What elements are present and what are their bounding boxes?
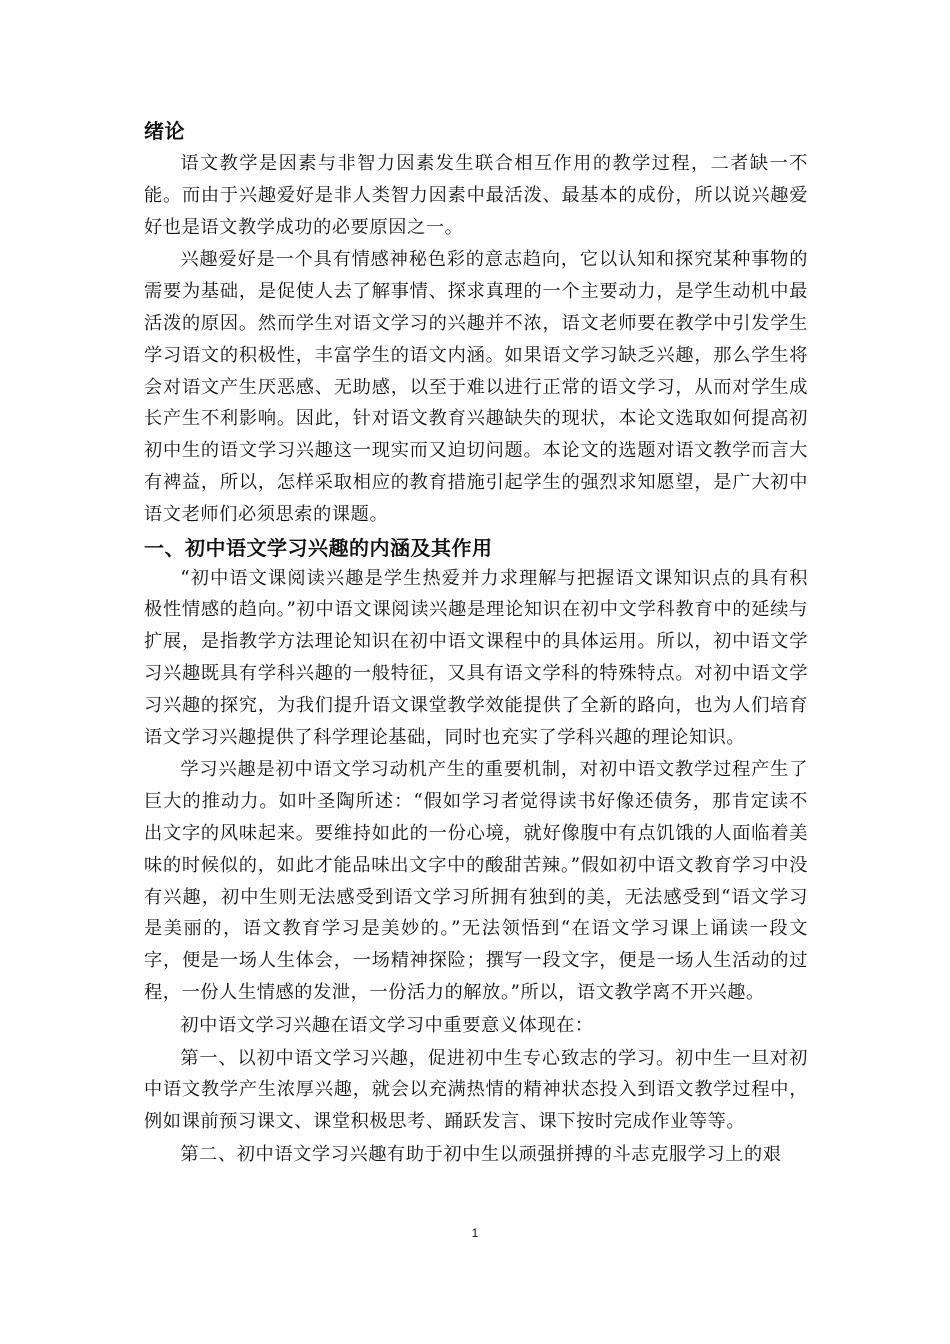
- section-one-paragraph: 初中语文学习兴趣在语文学习中重要意义体现在：: [180, 1014, 594, 1036]
- section-title-introduction: 绪论: [144, 119, 185, 143]
- page-number: 1: [471, 1226, 479, 1240]
- section-one-paragraph: 第一、以初中语文学习兴趣，促进初中生专心致志的学习。初中生一旦对初中语文教学产生浓厚兴趣，就会以充满热情的精神状态投入到语文教学过程中，例如课前预习课文、课堂积极思考、踊跃发言、课下按时完成作业等等。: [144, 1047, 808, 1133]
- section-one-paragraph: 第二、初中语文学习兴趣有助于初中生以顽强拼搏的斗志克服学习上的艰: [180, 1143, 782, 1165]
- section-one-paragraph: 学习兴趣是初中语文学习动机产生的重要机制，对初中语文教学过程产生了巨大的推动力。如叶圣陶所述：“假如学习者觉得读书好像还债务，那肯定读不出文字的风味起来。要维持如此的一份心境，就好像腹中有点饥饿的人面临着美味的时候似的，如此才能品味出文字中的酸甜苦辣。”假如初中语文教育学习中没有兴趣，初中生则无法感受到语文学习所拥有独到的美，无法感受到“语文学习是美丽的，语文教育学习是美妙的。”无法领悟到“在语文学习课上诵读一段文字，便是一场人生体会，一场精神探险；撰写一段文字，便是一场人生活动的过程，一份人生情感的发泄，一份活力的解放。”所以，语文教学离不开兴趣。: [144, 759, 808, 1003]
- intro-paragraph: 兴趣爱好是一个具有情感神秘色彩的意志趋向，它以认知和探究某种事物的需要为基础，是促使人去了解事情、探求真理的一个主要动力，是学生动机中最活泼的原因。然而学生对语文学习的兴趣并不浓，语文老师要在教学中引发学生学习语文的积极性，丰富学生的语文内涵。如果语文学习缺乏兴趣，那么学生将会对语文产生厌恶感、无助感，以至于难以进行正常的语文学习，从而对学生成长产生不利影响。因此，针对语文教育兴趣缺失的现状，本论文选取如何提高初初中生的语文学习兴趣这一现实而又迫切问题。本论文的选题对语文教学而言大有裨益，所以，怎样采取相应的教育措施引起学生的强烈求知愿望，是广大初中语文老师们必须思索的课题。: [144, 249, 808, 525]
- intro-paragraph: 语文教学是因素与非智力因素发生联合相互作用的教学过程，二者缺一不能。而由于兴趣爱好是非人类智力因素中最活泼、最基本的成份，所以说兴趣爱好也是语文教学成功的必要原因之一。: [144, 153, 808, 238]
- section-one-paragraph: “初中语文课阅读兴趣是学生热爱并力求理解与把握语文课知识点的具有积极性情感的趋向。”初中语文课阅读兴趣是理论知识在初中文学科教育中的延续与扩展，是指教学方法理论知识在初中语文课程中的具体运用。所以，初中语文学习兴趣既具有学科兴趣的一般特征，又具有语文学科的特殊特点。对初中语文学习兴趣的探究，为我们提升语文课堂教学效能提供了全新的路向，也为人们培育语文学习兴趣提供了科学理论基础，同时也充实了学科兴趣的理论知识。: [144, 567, 808, 748]
- page-body: [144, 116, 808, 1172]
- section-title-one: 一、初中语文学习兴趣的内涵及其作用: [144, 535, 493, 560]
